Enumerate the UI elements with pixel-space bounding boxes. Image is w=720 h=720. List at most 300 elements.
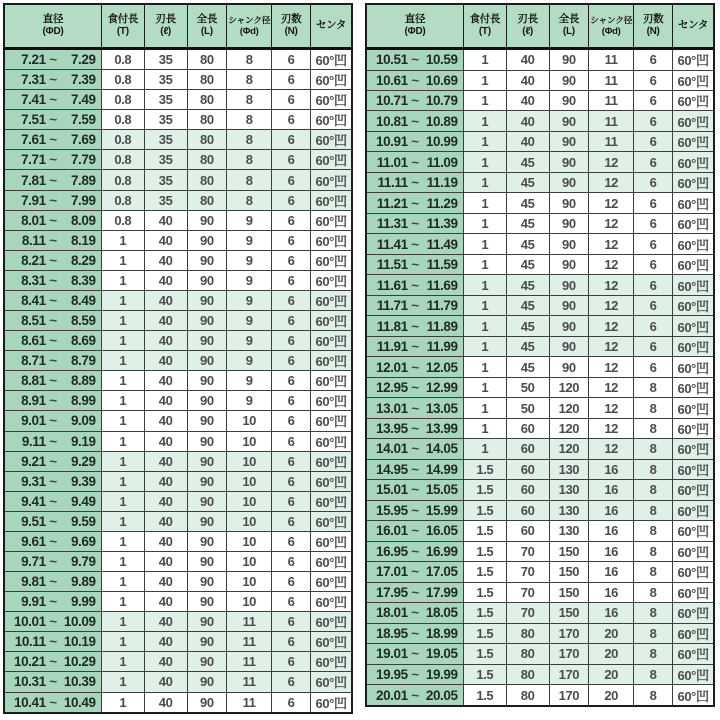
value-cell: 6 — [272, 311, 311, 331]
center-type-cell: 60°凹 — [311, 531, 352, 551]
value-cell: 40 — [144, 391, 187, 411]
value-cell: 1.5 — [463, 562, 506, 582]
value-cell: 12 — [589, 193, 634, 213]
center-type-cell: 60°凹 — [673, 582, 714, 602]
table-row — [4, 110, 352, 130]
value-cell: 80 — [187, 130, 227, 150]
value-cell: 80 — [187, 110, 227, 130]
value-cell: 1 — [463, 295, 506, 315]
value-cell: 0.8 — [101, 130, 144, 150]
table-row — [4, 692, 352, 713]
value-cell: 1 — [101, 491, 144, 511]
diameter-range-cell: 11.21 ~ 11.29 — [366, 193, 463, 213]
diameter-range-cell: 10.51 ~ 10.59 — [366, 49, 463, 71]
value-cell: 35 — [144, 190, 187, 210]
table-row — [366, 49, 714, 71]
center-type-cell: 60°凹 — [311, 652, 352, 672]
value-cell: 8 — [634, 500, 673, 520]
value-cell: 150 — [549, 582, 589, 602]
diameter-range-cell: 9.51 ~ 9.59 — [4, 511, 101, 531]
center-type-cell: 60°凹 — [673, 377, 714, 397]
value-cell: 1 — [101, 230, 144, 250]
value-cell: 1.5 — [463, 459, 506, 479]
value-cell: 20 — [589, 664, 634, 684]
value-cell: 90 — [549, 172, 589, 192]
value-cell: 35 — [144, 150, 187, 170]
diameter-range-cell: 7.51 ~ 7.59 — [4, 110, 101, 130]
value-cell: 80 — [506, 664, 549, 684]
value-cell: 1 — [101, 311, 144, 331]
value-cell: 6 — [272, 592, 311, 612]
value-cell: 1 — [463, 439, 506, 459]
value-cell: 6 — [634, 254, 673, 274]
value-cell: 90 — [187, 551, 227, 571]
value-cell: 80 — [506, 623, 549, 643]
diameter-range-cell: 9.81 ~ 9.89 — [4, 572, 101, 592]
table-row — [366, 439, 714, 459]
table-row — [366, 398, 714, 418]
value-cell: 6 — [634, 70, 673, 90]
value-cell: 11 — [227, 632, 272, 652]
value-cell: 10 — [227, 411, 272, 431]
value-cell: 1 — [101, 592, 144, 612]
center-type-cell: 60°凹 — [311, 632, 352, 652]
value-cell: 35 — [144, 49, 187, 70]
value-cell: 40 — [144, 551, 187, 571]
value-cell: 80 — [506, 644, 549, 664]
value-cell: 1 — [101, 431, 144, 451]
value-cell: 1 — [463, 49, 506, 71]
center-type-cell: 60°凹 — [311, 592, 352, 612]
value-cell: 8 — [634, 562, 673, 582]
center-type-cell: 60°凹 — [673, 418, 714, 438]
table-row — [4, 632, 352, 652]
diameter-range-cell: 11.81 ~ 11.89 — [366, 316, 463, 336]
diameter-range-cell: 10.71 ~ 10.79 — [366, 91, 463, 111]
center-type-cell: 60°凹 — [673, 480, 714, 500]
value-cell: 130 — [549, 500, 589, 520]
value-cell: 1 — [101, 551, 144, 571]
value-cell: 1 — [463, 91, 506, 111]
value-cell: 80 — [187, 90, 227, 110]
center-type-cell: 60°凹 — [673, 193, 714, 213]
center-type-cell: 60°凹 — [673, 275, 714, 295]
table-row — [366, 664, 714, 684]
value-cell: 90 — [187, 431, 227, 451]
value-cell: 8 — [634, 664, 673, 684]
diameter-range-cell: 10.81 ~ 10.89 — [366, 111, 463, 131]
table-row — [4, 70, 352, 90]
value-cell: 0.8 — [101, 190, 144, 210]
value-cell: 6 — [272, 110, 311, 130]
value-cell: 12 — [589, 213, 634, 233]
value-cell: 90 — [549, 70, 589, 90]
value-cell: 1.5 — [463, 541, 506, 561]
table-row — [4, 371, 352, 391]
value-cell: 45 — [506, 357, 549, 377]
value-cell: 6 — [272, 511, 311, 531]
value-cell: 120 — [549, 377, 589, 397]
table-row — [4, 612, 352, 632]
value-cell: 1.5 — [463, 644, 506, 664]
value-cell: 11 — [227, 612, 272, 632]
value-cell: 90 — [187, 250, 227, 270]
value-cell: 40 — [144, 592, 187, 612]
value-cell: 90 — [187, 531, 227, 551]
center-type-cell: 60°凹 — [311, 331, 352, 351]
value-cell: 130 — [549, 480, 589, 500]
value-cell: 0.8 — [101, 150, 144, 170]
value-cell: 1 — [101, 391, 144, 411]
value-cell: 80 — [187, 49, 227, 70]
value-cell: 6 — [634, 193, 673, 213]
table-row — [4, 351, 352, 371]
value-cell: 60 — [506, 459, 549, 479]
value-cell: 8 — [227, 49, 272, 70]
value-cell: 0.8 — [101, 170, 144, 190]
table-row — [4, 551, 352, 571]
value-cell: 45 — [506, 213, 549, 233]
center-type-cell: 60°凹 — [311, 411, 352, 431]
table-row — [4, 170, 352, 190]
value-cell: 6 — [272, 491, 311, 511]
value-cell: 6 — [272, 290, 311, 310]
diameter-range-cell: 9.71 ~ 9.79 — [4, 551, 101, 571]
value-cell: 6 — [272, 572, 311, 592]
value-cell: 8 — [227, 170, 272, 190]
value-cell: 1 — [463, 336, 506, 356]
diameter-range-cell: 7.61 ~ 7.69 — [4, 130, 101, 150]
diameter-range-cell: 8.21 ~ 8.29 — [4, 250, 101, 270]
value-cell: 1 — [101, 692, 144, 713]
value-cell: 45 — [506, 152, 549, 172]
center-type-cell: 60°凹 — [673, 357, 714, 377]
value-cell: 90 — [187, 290, 227, 310]
value-cell: 8 — [634, 644, 673, 664]
value-cell: 90 — [187, 652, 227, 672]
center-type-cell: 60°凹 — [311, 250, 352, 270]
center-type-cell: 60°凹 — [311, 70, 352, 90]
value-cell: 90 — [549, 295, 589, 315]
table-row — [4, 491, 352, 511]
value-cell: 10 — [227, 431, 272, 451]
value-cell: 40 — [144, 311, 187, 331]
center-type-cell: 60°凹 — [311, 49, 352, 70]
diameter-range-cell: 7.31 ~ 7.39 — [4, 70, 101, 90]
value-cell: 0.8 — [101, 210, 144, 230]
value-cell: 8 — [634, 459, 673, 479]
value-cell: 12 — [589, 418, 634, 438]
value-cell: 12 — [589, 234, 634, 254]
value-cell: 40 — [144, 290, 187, 310]
table-row — [4, 190, 352, 210]
value-cell: 90 — [187, 672, 227, 692]
center-type-cell: 60°凹 — [673, 336, 714, 356]
value-cell: 8 — [634, 521, 673, 541]
table-row — [366, 152, 714, 172]
value-cell: 40 — [144, 672, 187, 692]
table-row — [366, 213, 714, 233]
table-row — [4, 150, 352, 170]
diameter-range-cell: 10.31 ~ 10.39 — [4, 672, 101, 692]
value-cell: 6 — [272, 391, 311, 411]
value-cell: 10 — [227, 471, 272, 491]
value-cell: 1 — [101, 612, 144, 632]
value-cell: 6 — [272, 551, 311, 571]
table-row — [366, 644, 714, 664]
col-header-overall-length: 全長 (L) — [549, 4, 589, 49]
value-cell: 40 — [506, 49, 549, 71]
value-cell: 9 — [227, 371, 272, 391]
value-cell: 40 — [144, 411, 187, 431]
value-cell: 90 — [549, 316, 589, 336]
value-cell: 35 — [144, 70, 187, 90]
value-cell: 35 — [144, 170, 187, 190]
table-row — [366, 357, 714, 377]
value-cell: 8 — [634, 398, 673, 418]
value-cell: 1.5 — [463, 685, 506, 706]
value-cell: 1.5 — [463, 623, 506, 643]
value-cell: 11 — [227, 672, 272, 692]
diameter-range-cell: 10.41 ~ 10.49 — [4, 692, 101, 713]
value-cell: 6 — [272, 692, 311, 713]
diameter-range-cell: 9.31 ~ 9.39 — [4, 471, 101, 491]
value-cell: 170 — [549, 664, 589, 684]
col-header-shank-diameter: シャンク径 (Φd) — [589, 4, 634, 49]
center-type-cell: 60°凹 — [311, 230, 352, 250]
value-cell: 60 — [506, 521, 549, 541]
table-row — [4, 311, 352, 331]
value-cell: 12 — [589, 377, 634, 397]
diameter-range-cell: 9.21 ~ 9.29 — [4, 451, 101, 471]
value-cell: 6 — [272, 471, 311, 491]
value-cell: 8 — [227, 130, 272, 150]
table-row — [366, 562, 714, 582]
diameter-range-cell: 10.11 ~ 10.19 — [4, 632, 101, 652]
diameter-range-cell: 8.61 ~ 8.69 — [4, 331, 101, 351]
table-row — [4, 331, 352, 351]
value-cell: 50 — [506, 398, 549, 418]
center-type-cell: 60°凹 — [311, 511, 352, 531]
value-cell: 45 — [506, 295, 549, 315]
value-cell: 45 — [506, 316, 549, 336]
value-cell: 40 — [144, 511, 187, 531]
col-header-chamfer-length: 食付長 (T) — [463, 4, 506, 49]
value-cell: 130 — [549, 459, 589, 479]
value-cell: 40 — [144, 210, 187, 230]
col-header-chamfer-length: 食付長 (T) — [101, 4, 144, 49]
value-cell: 70 — [506, 603, 549, 623]
value-cell: 8 — [634, 377, 673, 397]
diameter-range-cell: 7.21 ~ 7.29 — [4, 49, 101, 70]
value-cell: 120 — [549, 418, 589, 438]
value-cell: 1 — [101, 250, 144, 270]
value-cell: 1 — [101, 572, 144, 592]
value-cell: 60 — [506, 439, 549, 459]
value-cell: 6 — [272, 230, 311, 250]
value-cell: 11 — [589, 70, 634, 90]
value-cell: 6 — [272, 49, 311, 70]
value-cell: 40 — [144, 371, 187, 391]
value-cell: 6 — [634, 336, 673, 356]
diameter-range-cell: 18.01 ~ 18.05 — [366, 603, 463, 623]
value-cell: 1.5 — [463, 664, 506, 684]
diameter-range-cell: 8.01 ~ 8.09 — [4, 210, 101, 230]
table-row — [4, 130, 352, 150]
value-cell: 12 — [589, 172, 634, 192]
value-cell: 6 — [634, 295, 673, 315]
value-cell: 6 — [634, 91, 673, 111]
table-row — [366, 295, 714, 315]
value-cell: 6 — [272, 270, 311, 290]
value-cell: 90 — [549, 213, 589, 233]
diameter-range-cell: 13.95 ~ 13.99 — [366, 418, 463, 438]
diameter-range-cell: 20.01 ~ 20.05 — [366, 685, 463, 706]
value-cell: 9 — [227, 210, 272, 230]
value-cell: 8 — [634, 623, 673, 643]
col-header-diameter: 直径 (ΦD) — [4, 4, 101, 49]
center-type-cell: 60°凹 — [311, 190, 352, 210]
center-type-cell: 60°凹 — [673, 562, 714, 582]
value-cell: 170 — [549, 685, 589, 706]
value-cell: 1 — [101, 451, 144, 471]
value-cell: 6 — [272, 331, 311, 351]
value-cell: 6 — [272, 431, 311, 451]
value-cell: 10 — [227, 511, 272, 531]
table-row — [4, 210, 352, 230]
value-cell: 16 — [589, 562, 634, 582]
value-cell: 6 — [272, 531, 311, 551]
diameter-range-cell: 8.51 ~ 8.59 — [4, 311, 101, 331]
value-cell: 0.8 — [101, 110, 144, 130]
value-cell: 1 — [463, 131, 506, 151]
value-cell: 1 — [101, 411, 144, 431]
center-type-cell: 60°凹 — [673, 234, 714, 254]
center-type-cell: 60°凹 — [311, 110, 352, 130]
center-type-cell: 60°凹 — [673, 685, 714, 706]
table-row — [366, 254, 714, 274]
value-cell: 20 — [589, 623, 634, 643]
center-type-cell: 60°凹 — [673, 70, 714, 90]
value-cell: 6 — [272, 130, 311, 150]
center-type-cell: 60°凹 — [673, 664, 714, 684]
table-row — [4, 531, 352, 551]
value-cell: 1 — [101, 371, 144, 391]
table-row — [4, 49, 352, 70]
value-cell: 6 — [272, 190, 311, 210]
center-type-cell: 60°凹 — [673, 541, 714, 561]
value-cell: 11 — [227, 692, 272, 713]
value-cell: 90 — [549, 91, 589, 111]
value-cell: 90 — [187, 592, 227, 612]
diameter-range-cell: 8.91 ~ 8.99 — [4, 391, 101, 411]
table-row — [4, 652, 352, 672]
value-cell: 10 — [227, 572, 272, 592]
value-cell: 45 — [506, 336, 549, 356]
value-cell: 8 — [634, 603, 673, 623]
value-cell: 40 — [144, 471, 187, 491]
value-cell: 1 — [463, 172, 506, 192]
center-type-cell: 60°凹 — [673, 521, 714, 541]
diameter-range-cell: 7.81 ~ 7.89 — [4, 170, 101, 190]
value-cell: 45 — [506, 275, 549, 295]
value-cell: 1 — [463, 377, 506, 397]
value-cell: 6 — [272, 170, 311, 190]
value-cell: 60 — [506, 500, 549, 520]
table-row — [4, 270, 352, 290]
center-type-cell: 60°凹 — [311, 391, 352, 411]
value-cell: 90 — [549, 336, 589, 356]
value-cell: 40 — [144, 652, 187, 672]
diameter-range-cell: 11.41 ~ 11.49 — [366, 234, 463, 254]
diameter-range-cell: 19.95 ~ 19.99 — [366, 664, 463, 684]
value-cell: 9 — [227, 311, 272, 331]
value-cell: 12 — [589, 295, 634, 315]
value-cell: 70 — [506, 562, 549, 582]
value-cell: 60 — [506, 480, 549, 500]
value-cell: 170 — [549, 644, 589, 664]
center-type-cell: 60°凹 — [311, 90, 352, 110]
diameter-range-cell: 7.91 ~ 7.99 — [4, 190, 101, 210]
value-cell: 9 — [227, 391, 272, 411]
value-cell: 1 — [463, 275, 506, 295]
table-row — [366, 685, 714, 706]
value-cell: 80 — [187, 150, 227, 170]
value-cell: 40 — [144, 331, 187, 351]
diameter-range-cell: 11.71 ~ 11.79 — [366, 295, 463, 315]
value-cell: 1.5 — [463, 500, 506, 520]
value-cell: 45 — [506, 254, 549, 274]
center-type-cell: 60°凹 — [673, 439, 714, 459]
diameter-range-cell: 7.41 ~ 7.49 — [4, 90, 101, 110]
diameter-range-cell: 14.01 ~ 14.05 — [366, 439, 463, 459]
value-cell: 40 — [144, 612, 187, 632]
diameter-range-cell: 10.91 ~ 10.99 — [366, 131, 463, 151]
value-cell: 10 — [227, 531, 272, 551]
table-body-left — [4, 49, 352, 714]
value-cell: 70 — [506, 582, 549, 602]
value-cell: 6 — [634, 111, 673, 131]
center-type-cell: 60°凹 — [311, 471, 352, 491]
center-type-cell: 60°凹 — [311, 290, 352, 310]
value-cell: 40 — [144, 451, 187, 471]
center-type-cell: 60°凹 — [673, 172, 714, 192]
value-cell: 90 — [549, 254, 589, 274]
diameter-range-cell: 19.01 ~ 19.05 — [366, 644, 463, 664]
value-cell: 90 — [187, 371, 227, 391]
center-type-cell: 60°凹 — [673, 623, 714, 643]
col-header-flute-count: 刃数 (N) — [272, 4, 311, 49]
value-cell: 40 — [144, 230, 187, 250]
value-cell: 6 — [272, 210, 311, 230]
center-type-cell: 60°凹 — [673, 316, 714, 336]
diameter-range-cell: 10.61 ~ 10.69 — [366, 70, 463, 90]
value-cell: 40 — [144, 632, 187, 652]
diameter-range-cell: 9.61 ~ 9.69 — [4, 531, 101, 551]
value-cell: 16 — [589, 603, 634, 623]
value-cell: 45 — [506, 193, 549, 213]
value-cell: 20 — [589, 644, 634, 664]
value-cell: 6 — [634, 49, 673, 71]
value-cell: 11 — [589, 131, 634, 151]
table-row — [366, 234, 714, 254]
value-cell: 16 — [589, 480, 634, 500]
value-cell: 6 — [634, 357, 673, 377]
col-header-flute-length: 刃長 (ℓ) — [144, 4, 187, 49]
table-row — [366, 336, 714, 356]
value-cell: 1.5 — [463, 521, 506, 541]
table-row — [4, 511, 352, 531]
